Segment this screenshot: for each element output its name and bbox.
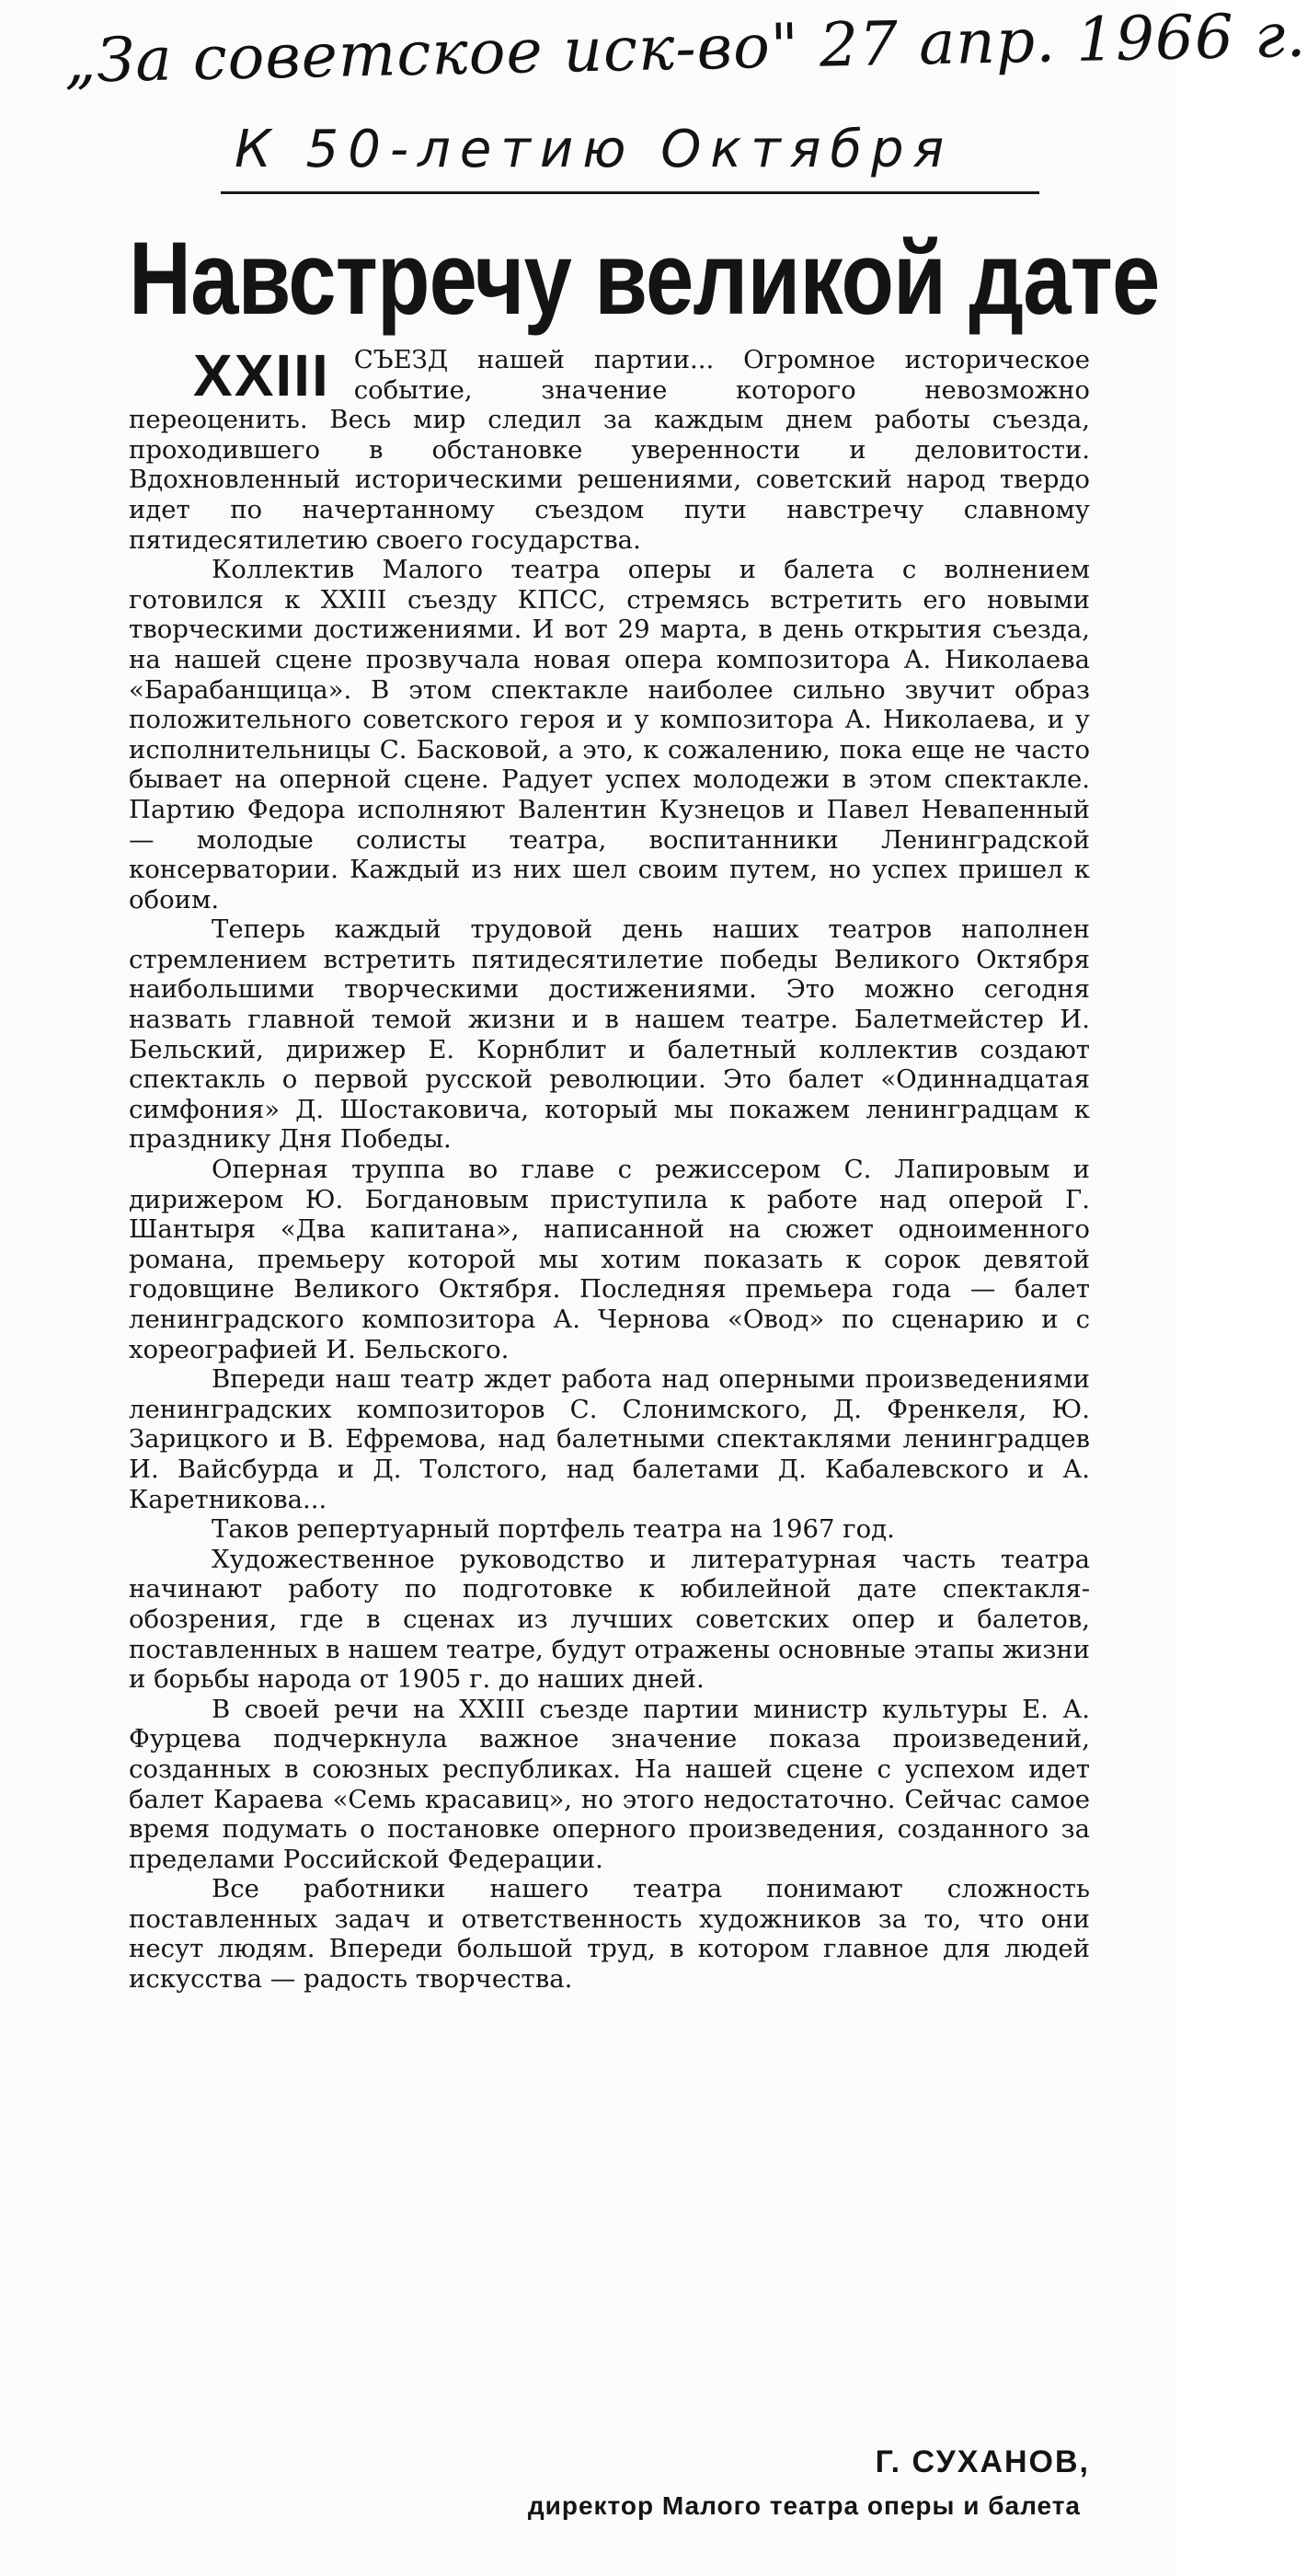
article-paragraph: Художественное руководство и литературная часть театра начинают работу по подготовке к юбилейной дате спектакля-обозрения, где в сценах из лучших советских опер и балетов, поставленных в нашем театре, будут отражены основные этапы жизни и борьбы народа от 1905 г. до наших дней. — [129, 1544, 1090, 1695]
article-body — [129, 342, 1090, 1995]
lead-paragraph — [129, 342, 1090, 555]
article-paragraph: В своей речи на XXIII съезде партии министр культуры Е. А. Фурцева подчеркнула важное значение показа произведений, созданных в союзных республиках. На нашей сцене с успехом идет балет Караева «Семь красавиц», но этого недостаточно. Сейчас самое время подумать о постановке оперного произведения, созданного за пределами Российской Федерации. — [129, 1694, 1090, 1874]
article-paragraph: Таков репертуарный портфель театра на 1967 год. — [212, 1514, 895, 1545]
rubric-heading: К 50-летию Октября — [235, 120, 954, 179]
article-paragraph: Теперь каждый трудовой день наших театров наполнен стремлением встретить пятидесятилетие победы Великого Октября наибольшими творческими достижениями. Это можно сегодня назвать главной темой жизни и в нашем театре. Балетмейстер И. Бельский, дирижер Е. Корнблит и балетный коллектив создают спектакль о первой русской революции. Это балет «Одиннадцатая симфония» Д. Шостаковича, который мы покажем ленинградцам к празднику Дня Победы. — [129, 914, 1090, 1155]
article-paragraph: Все работники нашего театра понимают сложность поставленных задач и ответственность художников за то, что они несут людям. Впереди большой труд, в котором главное для людей искусства — радость творчества. — [129, 1874, 1090, 1995]
author-title: директор Малого театра оперы и балета — [527, 2491, 1081, 2520]
article-headline: Навстречу великой дате — [129, 221, 1160, 336]
rubric-divider — [221, 191, 1039, 194]
article-paragraph: Коллектив Малого театра оперы и балета с волнением готовился к XXIII съезду КПСС, стремясь встретить его новыми творческими достижениями. И вот 29 марта, в день открытия съезда, на нашей сцене прозвучала новая опера композитора А. Николаева «Барабанщица». В этом спектакле наиболее сильно звучит образ положительного советского героя и у композитора А. Николаева, и у исполнительницы С. Басковой, а это, к сожалению, пока еще не часто бывает на оперной сцене. Радует успех молодежи в этом спектакле. Партию Федора исполняют Валентин Кузнецов и Павел Невапенный — молодые солисты театра, воспитанники Ленинградской консерватории. Каждый из них шел своим путем, но успех пришел к обоим. — [129, 555, 1090, 914]
article-paragraph: Оперная труппа во главе с режиссером С. Лапировым и дирижером Ю. Богдановым приступила к работе над оперой Г. Шантыря «Два капитана», написанной на сюжет одноименного романа, премьеру которой мы хотим показать к сорок девятой годовщине Великого Октября. Последняя премьера года — балет ленинградского композитора А. Чернова «Овод» по сценарию и с хореографией И. Бельского. — [129, 1155, 1090, 1364]
lead-paragraph-text: СЪЕЗД нашей партии... Огромное историческое событие, значение которого невозможно переоценить. Весь мир следил за каждым днем работы съезда, проходившего в обстановке уверенности и деловитости. Вдохновленный историческими решениями, советский народ твердо идет по начертанному съездом пути навстречу славному пятидесятилетию своего государства. — [129, 345, 1090, 555]
dropcap-roman-numeral: XXIII — [193, 342, 330, 408]
author-signature: Г. СУХАНОВ, — [875, 2444, 1090, 2479]
article-paragraph: Впереди наш театр ждет работа над оперными произведениями ленинградских композиторов С. Слонимского, Д. Френкеля, Ю. Зарицкого и В. Ефремова, над балетными спектаклями ленинградцев И. Вайсбурда и Д. Толстого, над балетами Д. Кабалевского и А. Каретникова... — [129, 1364, 1090, 1514]
handwritten-source-note: „За советское иск-во" 27 апр. 1966 г. — [63, 0, 1307, 97]
